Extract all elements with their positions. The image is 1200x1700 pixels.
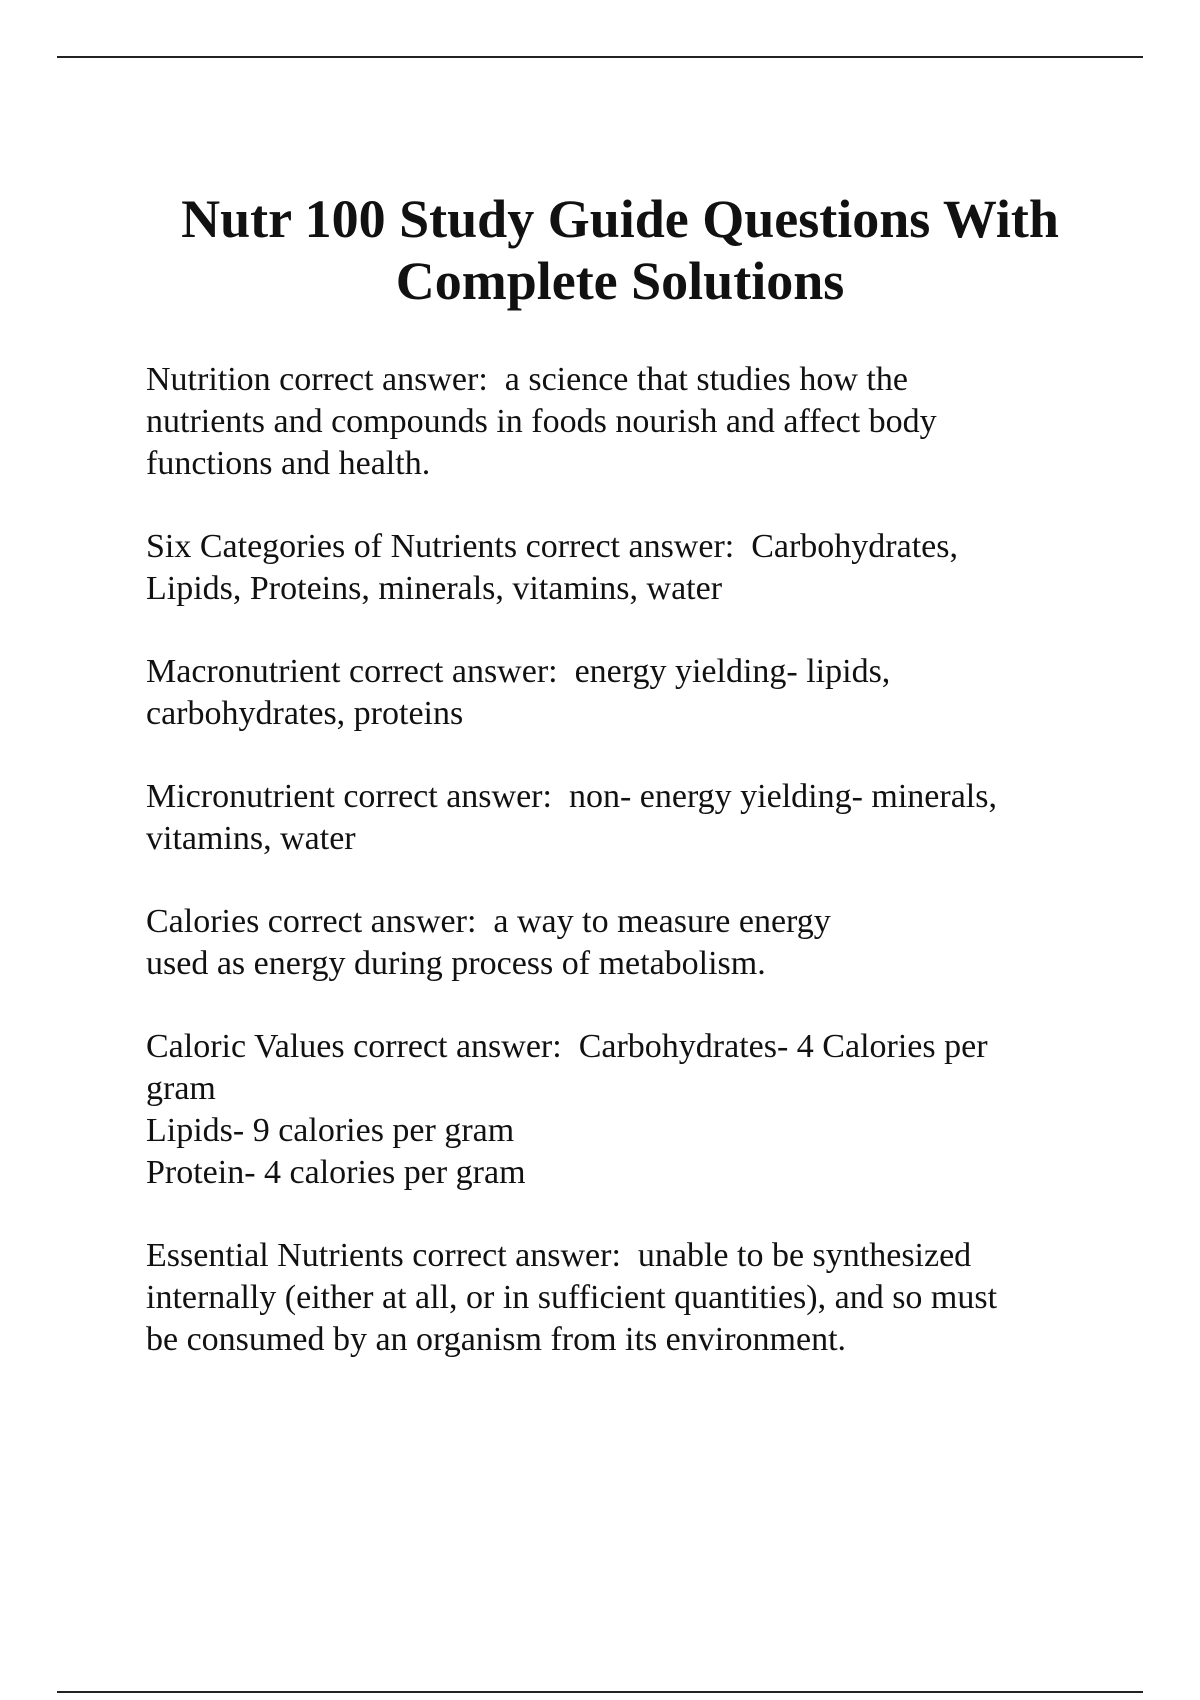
entry-line: internally (either at all, or in sufficient quantities), and so must [146,1279,998,1316]
title-line: Nutr 100 Study Guide Questions With [181,189,1059,249]
entry-essential-nutrients [146,1235,1076,1361]
title-line: Complete Solutions [395,251,845,311]
entry-line: Lipids- 9 calories per gram [146,1112,515,1149]
entry-line: be consumed by an organism from its environment. [146,1321,847,1358]
entry-macronutrient [146,651,1076,735]
entry-line: Protein- 4 calories per gram [146,1154,526,1191]
entry-calories [146,901,1076,985]
document-body [146,359,1076,1402]
entry-line: Caloric Values correct answer: Carbohydrates- 4 Calories per [146,1028,988,1065]
entry-nutrition [146,359,1076,485]
entry-line: Nutrition correct answer: a science that studies how the [146,361,908,398]
entry-caloric-values [146,1026,1076,1194]
entry-line: functions and health. [146,445,431,482]
entry-line: Six Categories of Nutrients correct answer: Carbohydrates, [146,528,958,565]
entry-line: carbohydrates, proteins [146,695,464,732]
entry-line: Calories correct answer: a way to measure energy [146,903,831,940]
entry-line: Essential Nutrients correct answer: unable to be synthesized [146,1237,972,1274]
footer-rule [57,1691,1143,1693]
entry-line: vitamins, water [146,820,356,857]
entry-line: Lipids, Proteins, minerals, vitamins, water [146,570,723,607]
entry-line: gram [146,1070,216,1107]
entry-six-categories [146,526,1076,610]
entry-micronutrient [146,776,1076,860]
document-title [100,188,1140,312]
entry-line: nutrients and compounds in foods nourish and affect body [146,403,937,440]
entry-line: Micronutrient correct answer: non- energy yielding- minerals, [146,778,997,815]
header-rule [57,56,1143,58]
entry-line: Macronutrient correct answer: energy yielding- lipids, [146,653,891,690]
entry-line: used as energy during process of metabolism. [146,945,766,982]
